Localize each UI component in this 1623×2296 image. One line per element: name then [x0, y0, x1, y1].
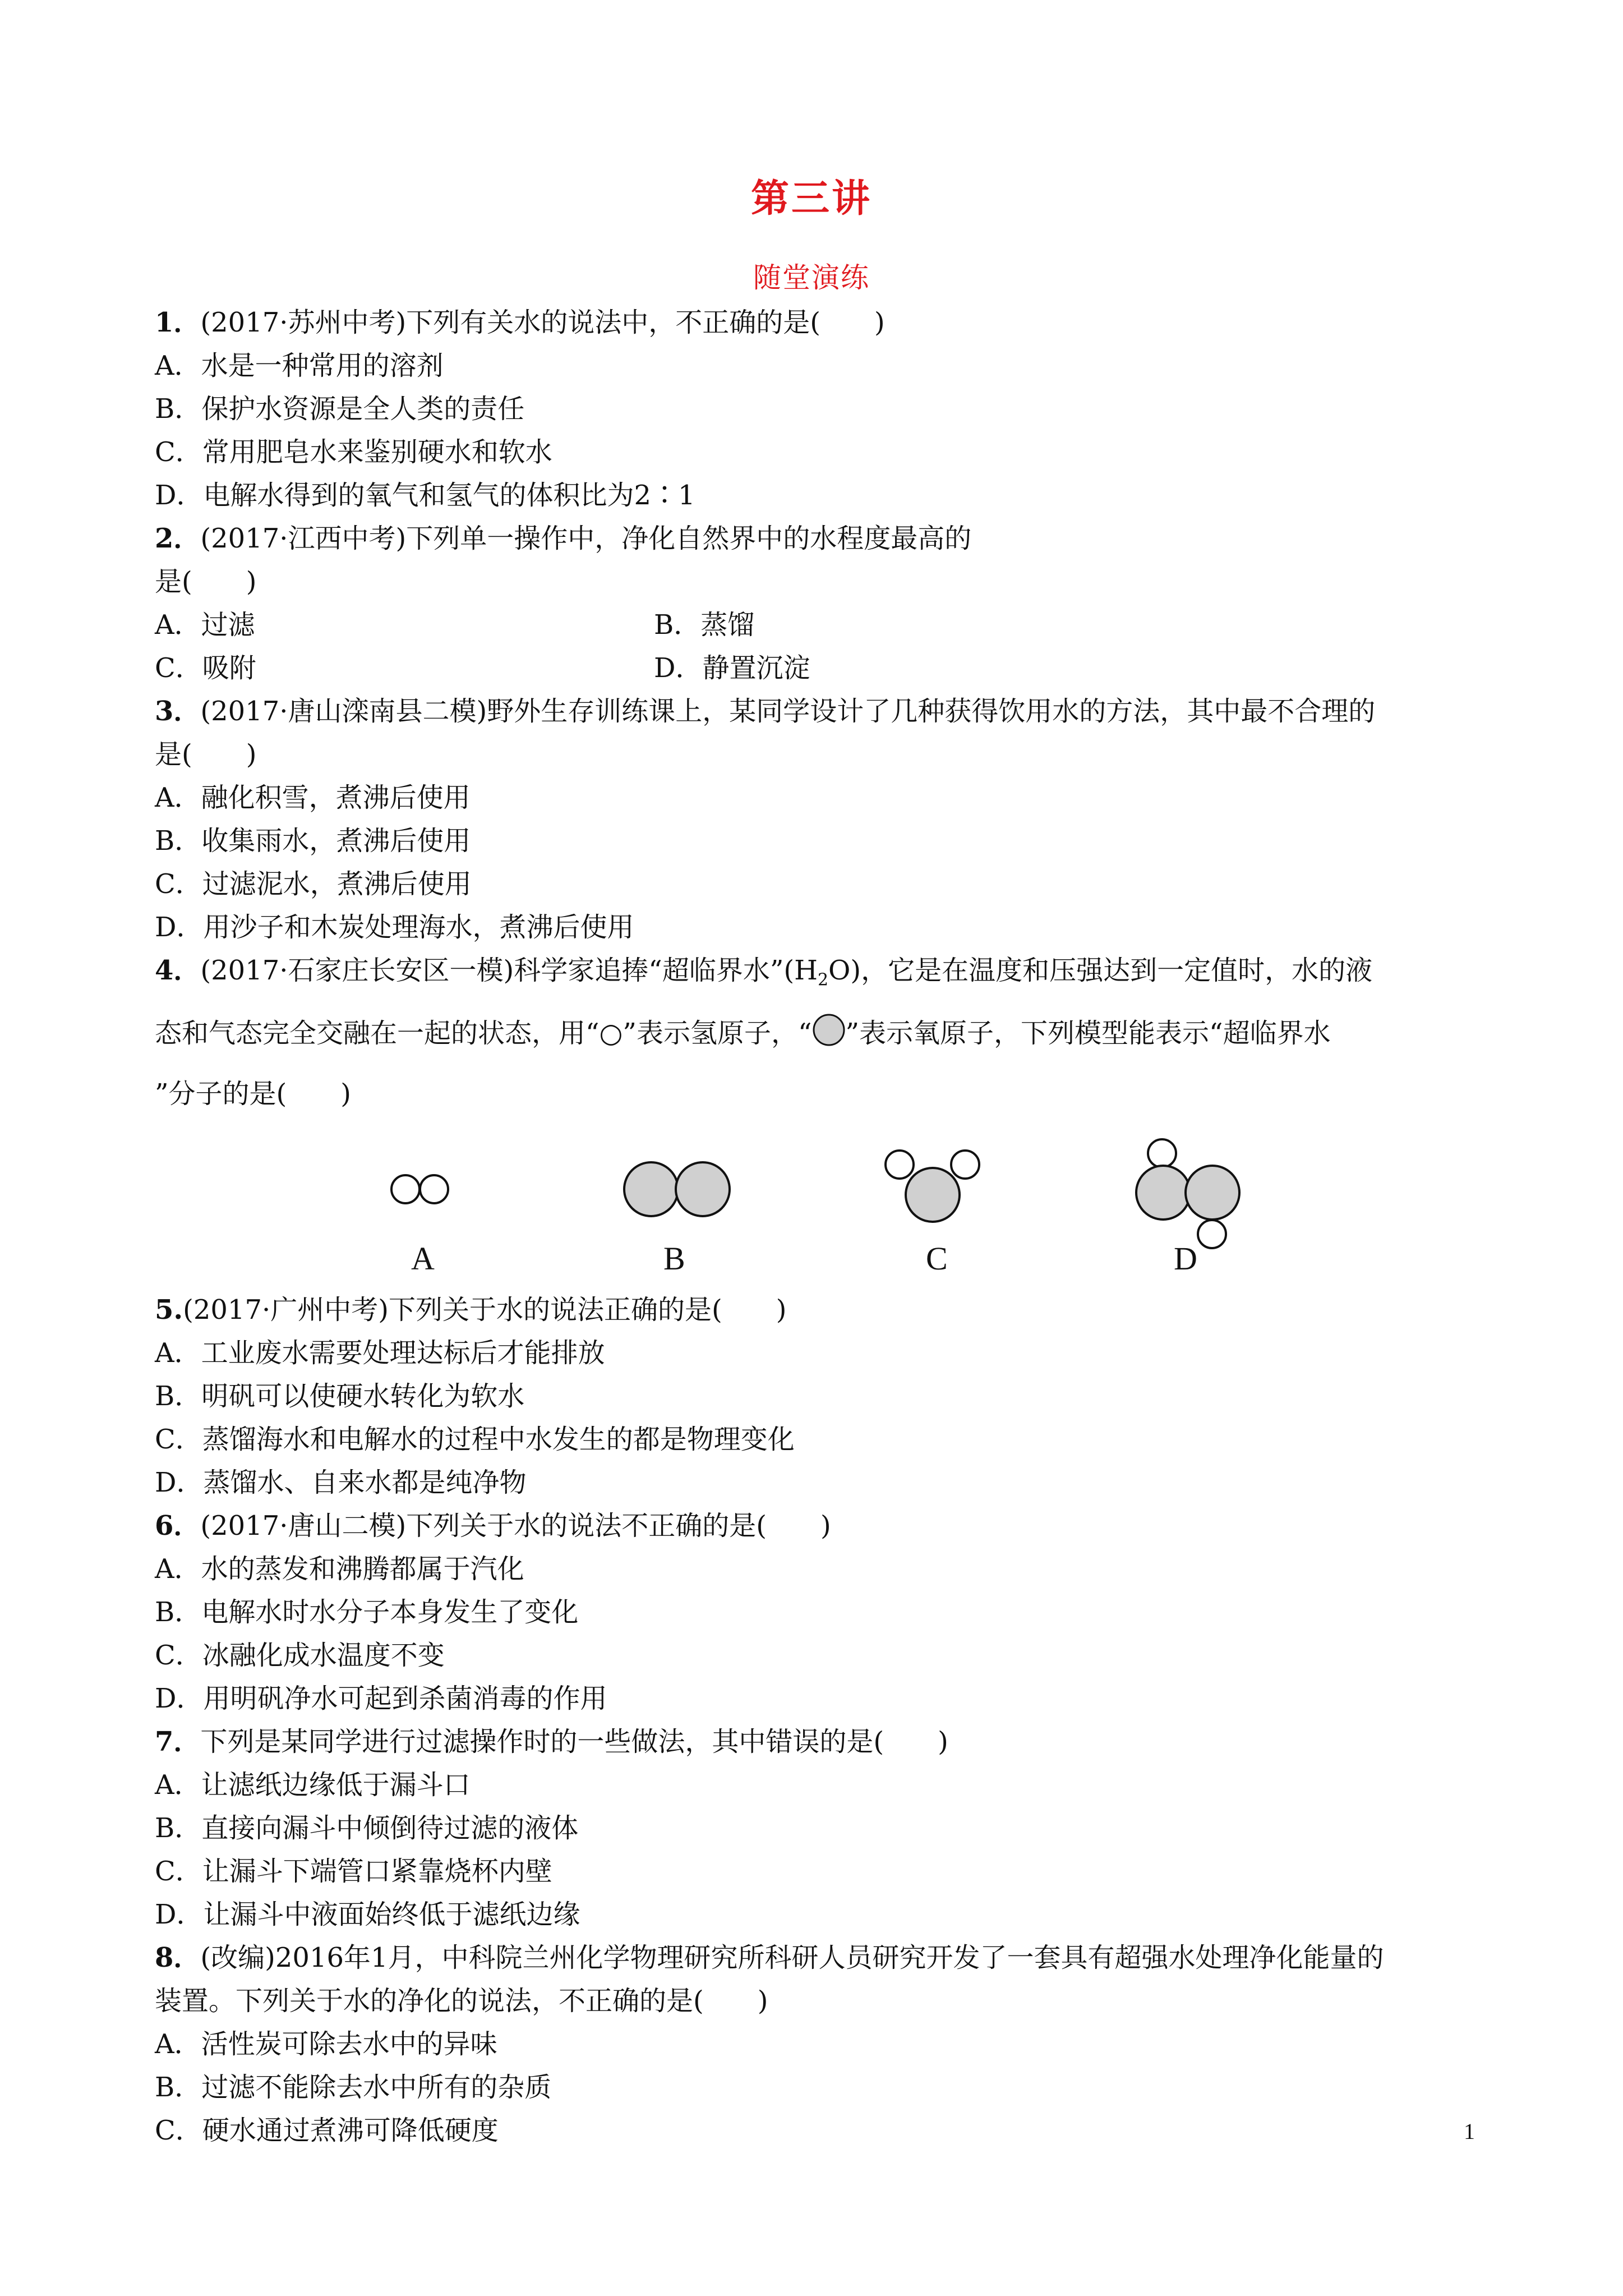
question-5-stem — [155, 1293, 786, 1327]
q8-option-b: B．过滤不能除去水中所有的杂质 — [155, 2072, 552, 2103]
question-number: 7． — [155, 1726, 201, 1757]
subscript-2: 2 — [817, 970, 829, 990]
q6-option-b: B．电解水时水分子本身发生了变化 — [155, 1596, 579, 1628]
model-b — [624, 1162, 730, 1216]
question-text: 态和气态完全交融在一起的状态，用“○”表示氢原子，“ — [155, 1018, 812, 1049]
question-3-stem-cont: 是( ) — [155, 739, 257, 770]
question-text: (2017·广州中考)下列关于水的说法正确的是( ) — [183, 1294, 787, 1326]
page-title: 第三讲 — [750, 176, 872, 221]
q3-option-d: D．用沙子和木炭处理海水，煮沸后使用 — [155, 912, 634, 943]
q5-option-b: B．明矾可以使硬水转化为软水 — [155, 1381, 525, 1412]
question-number: 1． — [155, 307, 201, 338]
q1-option-a: A．水是一种常用的溶剂 — [155, 350, 444, 381]
question-2-stem-cont: 是( ) — [155, 566, 257, 597]
q8-option-a: A．活性炭可除去水中的异味 — [155, 2028, 497, 2060]
question-text: (2017·江西中考)下列单一操作中，净化自然界中的水程度最高的 — [200, 523, 972, 554]
question-number: 5. — [155, 1294, 183, 1326]
question-8-stem — [155, 1941, 1384, 1975]
option-label-d: D — [1174, 1240, 1197, 1277]
question-text: (改编)2016年1月，中科院兰州化学物理研究所科研人员研究开发了一套具有超强水处理净化能量的 — [200, 1942, 1384, 1973]
q2-option-d: D．静置沉淀 — [654, 652, 810, 684]
q1-option-c: C．常用肥皂水来鉴别硬水和软水 — [155, 436, 552, 468]
question-text: (2017·唐山二模)下列关于水的说法不正确的是( ) — [200, 1510, 831, 1542]
question-number: 6． — [155, 1510, 201, 1542]
question-8-stem-cont: 装置。下列关于水的净化的说法，不正确的是( ) — [155, 1985, 768, 2017]
q2-option-b: B．蒸馏 — [654, 609, 755, 641]
question-text: (2017·唐山滦南县二模)野外生存训练课上，某同学设计了几种获得饮用水的方法，其中最不合理的 — [200, 696, 1376, 727]
question-number: 2． — [155, 523, 201, 554]
q7-option-c: C．让漏斗下端管口紧靠烧杯内壁 — [155, 1856, 552, 1887]
option-label-a: A — [411, 1240, 435, 1277]
question-number: 4． — [155, 955, 201, 986]
question-number: 3． — [155, 696, 201, 727]
q5-option-a: A．工业废水需要处理达标后才能排放 — [155, 1337, 605, 1369]
question-4-line3: ”分子的是( ) — [155, 1078, 351, 1110]
q3-option-b: B．收集雨水，煮沸后使用 — [155, 825, 471, 857]
q6-option-a: A．水的蒸发和沸腾都属于汽化 — [155, 1553, 524, 1585]
question-text-cont: ”表示氧原子，下列模型能表示“超临界水 — [845, 1018, 1331, 1049]
q8-option-c: C．硬水通过煮沸可降低硬度 — [155, 2115, 499, 2146]
q3-option-c: C．过滤泥水，煮沸后使用 — [155, 868, 472, 900]
question-text: (2017·苏州中考)下列有关水的说法中，不正确的是( ) — [200, 307, 885, 338]
model-c — [886, 1151, 979, 1222]
question-text: 下列是某同学进行过滤操作时的一些做法，其中错误的是( ) — [200, 1726, 948, 1757]
q7-option-b: B．直接向漏斗中倾倒待过滤的液体 — [155, 1812, 579, 1844]
question-number: 8． — [155, 1942, 201, 1973]
question-text: (2017·石家庄长安区一模)科学家追捧“超临界水”(H — [200, 955, 818, 986]
q6-option-c: C．冰融化成水温度不变 — [155, 1640, 445, 1671]
q5-option-d: D．蒸馏水、自来水都是纯净物 — [155, 1467, 527, 1498]
question-6-stem — [155, 1509, 831, 1543]
q2-option-a: A．过滤 — [155, 609, 255, 641]
q2-option-c: C．吸附 — [155, 652, 256, 684]
model-a — [391, 1175, 448, 1203]
section-subtitle: 随堂演练 — [753, 261, 870, 294]
q6-option-d: D．用明矾净水可起到杀菌消毒的作用 — [155, 1683, 607, 1714]
q5-option-c: C．蒸馏海水和电解水的过程中水发生的都是物理变化 — [155, 1424, 795, 1455]
question-7-stem — [155, 1725, 948, 1759]
model-d — [1136, 1139, 1239, 1248]
option-label-c: C — [926, 1240, 948, 1277]
q3-option-a: A．融化积雪，煮沸后使用 — [155, 782, 471, 813]
page-number: 1 — [1464, 2119, 1475, 2144]
q1-option-b: B．保护水资源是全人类的责任 — [155, 393, 525, 425]
q7-option-a: A．让滤纸边缘低于漏斗口 — [155, 1769, 471, 1801]
option-label-b: B — [663, 1240, 685, 1277]
q1-option-d: D．电解水得到的氧气和氢气的体积比为2∶1 — [155, 480, 695, 511]
q7-option-d: D．让漏斗中液面始终低于滤纸边缘 — [155, 1899, 580, 1930]
question-text-cont: O)，它是在温度和压强达到一定值时，水的液 — [828, 955, 1373, 986]
